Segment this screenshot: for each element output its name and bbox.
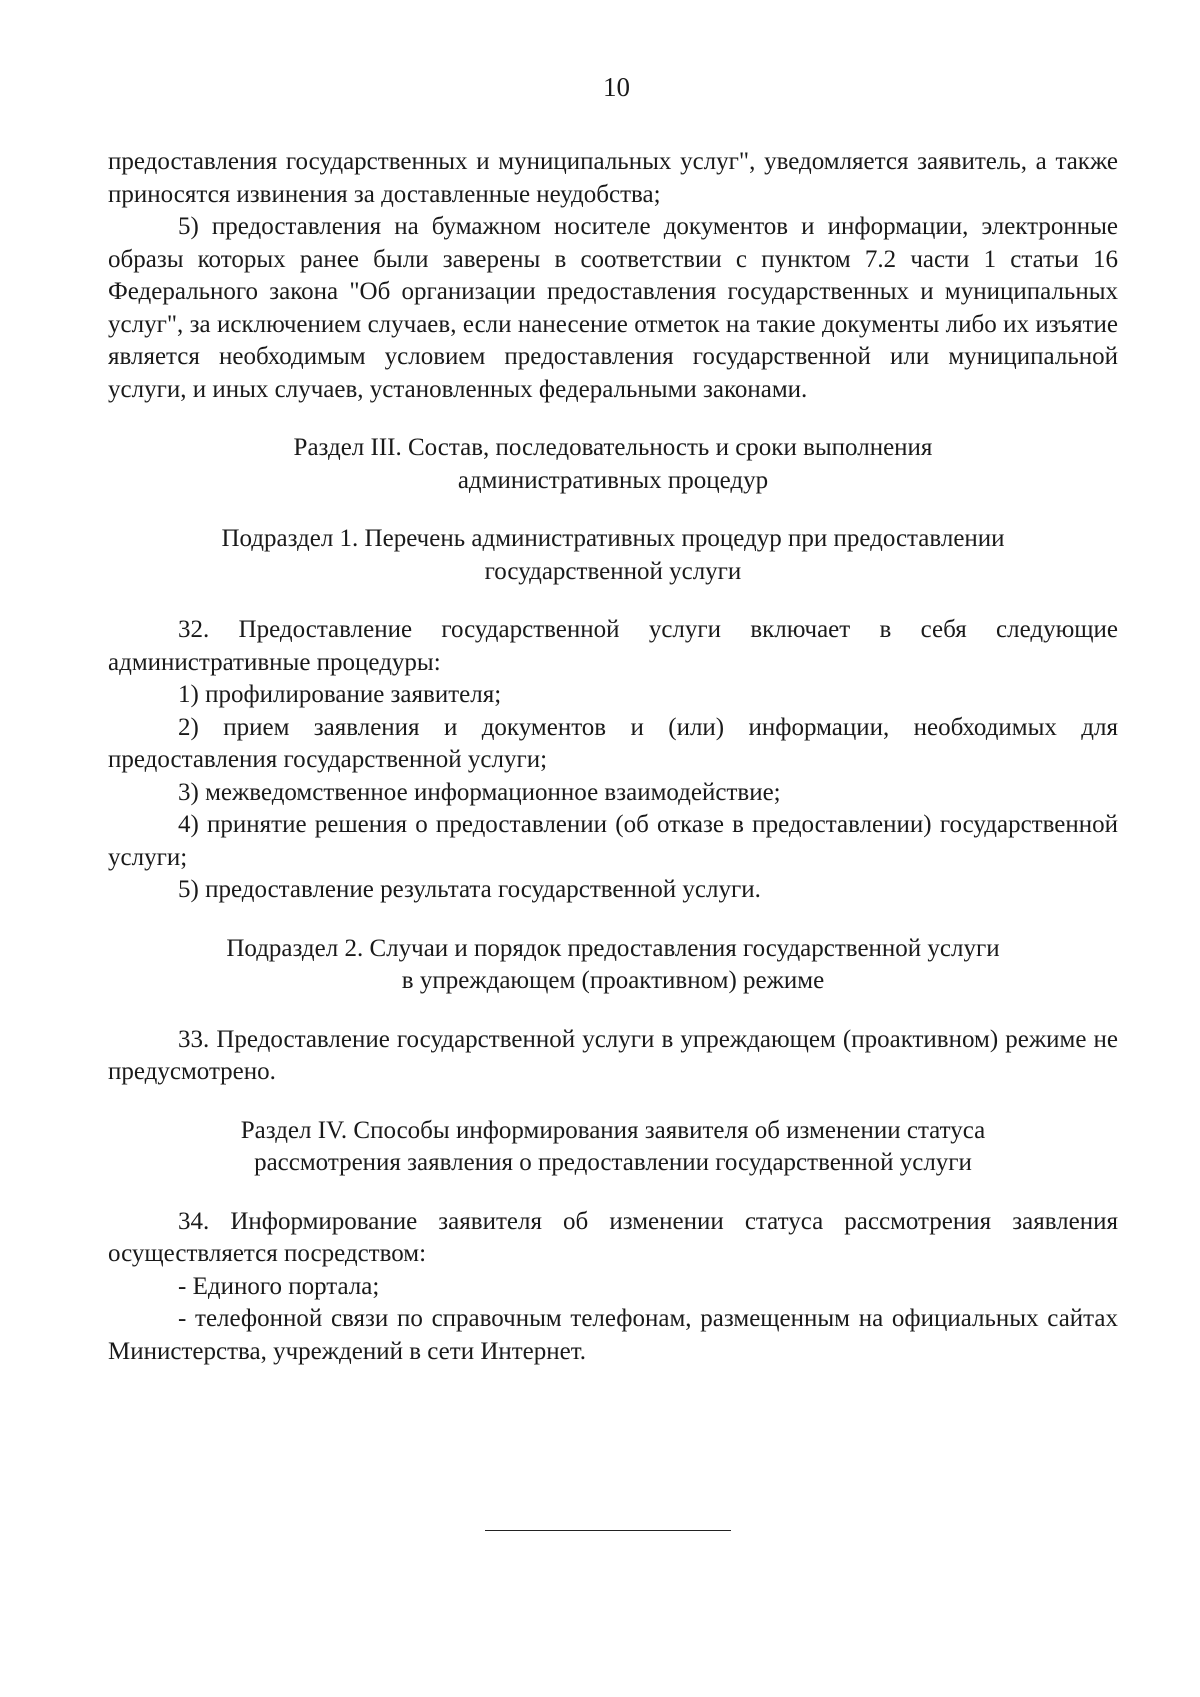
procedure-item-1: 1) профилирование заявителя; <box>178 681 502 708</box>
procedure-item-3: 3) межведомственное информационное взаимодействие; <box>178 778 781 806</box>
channel-item-portal: - Единого портала; <box>178 1272 380 1300</box>
procedure-item-2: 2) прием заявления и документов и (или) информации, необходимых для предоставления государственной услуги; <box>108 713 1118 773</box>
section-3-title-line-2: административных процедур <box>457 466 769 494</box>
paragraph-continuation: предоставления государственных и муниципальных услуг", уведомляется заявитель, а также приносятся извинения за доставленные неудобства; <box>108 148 1118 208</box>
procedure-item-4: 4) принятие решения о предоставлении (об отказе в предоставлении) государственной услуги; <box>108 811 1118 871</box>
subsection-1-title-line-2: государственной услуги <box>484 557 742 585</box>
section-3-heading <box>108 432 1118 497</box>
channel-item-phone: - телефонной связи по справочным телефонам, размещенным на официальных сайтах Министерства, учреждений в сети Интернет. <box>108 1305 1118 1365</box>
section-3-title-line-1: Раздел III. Состав, последовательность и сроки выполнения <box>293 434 933 461</box>
section-4-title-line-2: рассмотрения заявления о предоставлении государственной услуги <box>254 1149 972 1176</box>
paragraph-34: 34. Информирование заявителя об изменении статуса рассмотрения заявления осуществляется посредством: <box>108 1207 1118 1267</box>
end-of-document-rule <box>485 1530 731 1531</box>
page-number: 10 <box>603 72 630 102</box>
subsection-2-title-line-1: Подраздел 2. Случаи и порядок предоставления государственной услуги <box>226 934 1000 962</box>
document-body <box>108 146 1118 1368</box>
subsection-2-title-line-2: в упреждающем (проактивном) режиме <box>401 967 825 994</box>
paragraph-32: 32. Предоставление государственной услуги включает в себя следующие административные процедуры: <box>108 616 1118 676</box>
subsection-1-title-line-1: Подраздел 1. Перечень административных процедур при предоставлении <box>221 525 1005 552</box>
procedure-item-5: 5) предоставление результата государственной услуги. <box>178 876 761 903</box>
subsection-1-heading <box>108 523 1118 588</box>
paragraph-item-5: 5) предоставления на бумажном носителе документов и информации, электронные образы которых ранее были заверены в соответствии с пунктом 7.2 части 1 статьи 16 Федерального закона "Об организации предоставления государственных и муниципальных услуг", за исключением случаев, если нанесение отметок на такие документы либо их изъятие является необходимым условием предоставления государственной или муниципальной услуги, и иных случаев, установленных федеральными законами. <box>108 213 1118 403</box>
section-4-heading <box>108 1115 1118 1180</box>
section-4-title-line-1: Раздел IV. Способы информирования заявителя об изменении статуса <box>240 1116 986 1144</box>
paragraph-33: 33. Предоставление государственной услуги в упреждающем (проактивном) режиме не предусмотрено. <box>108 1025 1118 1085</box>
subsection-2-heading <box>108 933 1118 998</box>
